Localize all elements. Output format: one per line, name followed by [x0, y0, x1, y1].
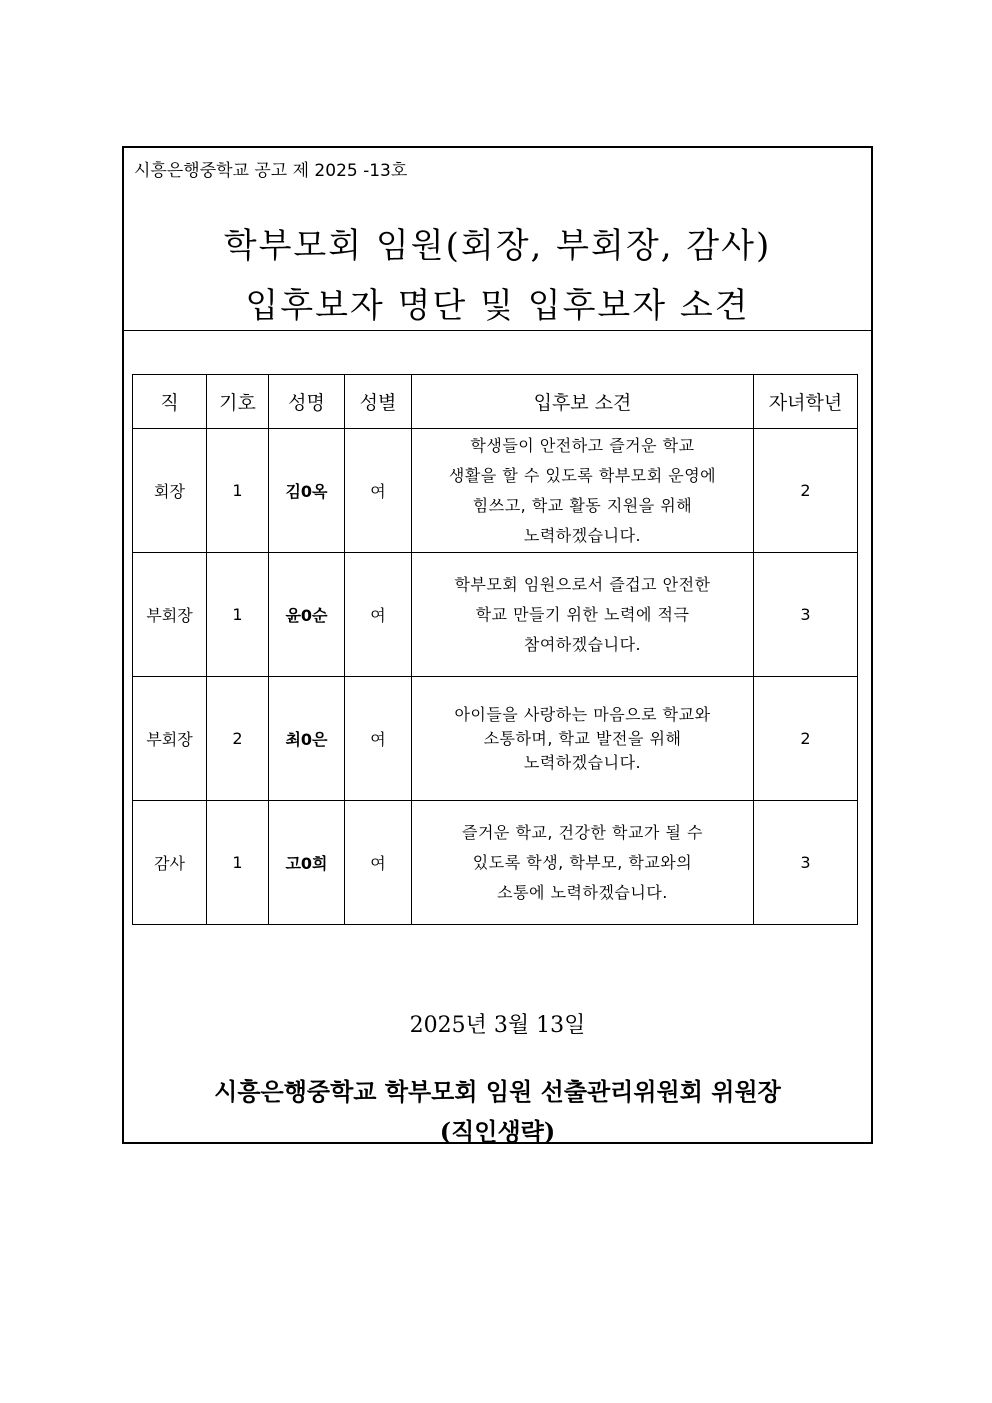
signer-title: 시흥은행중학교 학부모회 임원 선출관리위원회 위원장 — [214, 1077, 781, 1106]
notice-frame — [122, 146, 873, 1144]
statement-line: 학교 만들기 위한 노력에 적극 — [475, 604, 690, 624]
notice-date: 2025년 3월 13일 — [409, 1013, 586, 1038]
statement-line: 소통에 노력하겠습니다. — [497, 882, 668, 902]
title-line-1: 학부모회 임원(회장, 부회장, 감사) — [223, 226, 772, 266]
table-row — [133, 677, 858, 801]
statement-line: 학부모회 임원으로서 즐겁고 안전한 — [454, 574, 711, 594]
cell-gender: 여 — [345, 677, 412, 801]
cell-name: 윤0순 — [269, 553, 345, 677]
cell-statement — [412, 677, 754, 801]
cell-position: 부회장 — [133, 553, 207, 677]
header-child-grade: 자녀학년 — [754, 375, 858, 429]
cell-number: 1 — [207, 553, 269, 677]
cell-name: 최0은 — [269, 677, 345, 801]
cell-statement — [412, 553, 754, 677]
cell-child-grade: 2 — [754, 429, 858, 553]
cell-statement — [412, 801, 754, 925]
cell-position: 부회장 — [133, 677, 207, 801]
table-row — [133, 429, 858, 553]
statement-line: 소통하며, 학교 발전을 위해 — [483, 728, 682, 748]
header-position: 직 — [133, 375, 207, 429]
table-header-row — [133, 375, 858, 429]
cell-gender: 여 — [345, 429, 412, 553]
cell-child-grade: 3 — [754, 801, 858, 925]
statement-line: 즐거운 학교, 건강한 학교가 될 수 — [462, 822, 703, 842]
cell-number: 1 — [207, 801, 269, 925]
table-row — [133, 801, 858, 925]
statement-line: 학생들이 안전하고 즐거운 학교 — [470, 435, 695, 455]
cell-number: 1 — [207, 429, 269, 553]
statement-line: 생활을 할 수 있도록 학부모회 운영에 — [448, 465, 717, 485]
statement-line: 아이들을 사랑하는 마음으로 학교와 — [454, 704, 711, 724]
cell-position: 회장 — [133, 429, 207, 553]
cell-position: 감사 — [133, 801, 207, 925]
cell-child-grade: 2 — [754, 677, 858, 801]
candidate-table — [132, 374, 858, 925]
cell-statement — [412, 429, 754, 553]
header-number: 기호 — [207, 375, 269, 429]
cell-number: 2 — [207, 677, 269, 801]
header-gender: 성별 — [345, 375, 412, 429]
header-statement: 입후보 소견 — [412, 375, 754, 429]
cell-gender: 여 — [345, 801, 412, 925]
table-row — [133, 553, 858, 677]
title-divider — [124, 330, 871, 331]
statement-line: 노력하겠습니다. — [523, 525, 642, 545]
statement-line: 힘쓰고, 학교 활동 지원을 위해 — [472, 495, 693, 515]
header-name: 성명 — [269, 375, 345, 429]
cell-child-grade: 3 — [754, 553, 858, 677]
seal-omitted-note: (직인생략) — [439, 1117, 556, 1146]
notice-number: 시흥은행중학교 공고 제 2025 -13호 — [134, 161, 408, 181]
statement-line: 노력하겠습니다. — [523, 752, 642, 772]
statement-line: 참여하겠습니다. — [523, 634, 642, 654]
title-line-2: 입후보자 명단 및 입후보자 소견 — [245, 286, 750, 326]
statement-line: 있도록 학생, 학부모, 학교와의 — [472, 852, 693, 872]
cell-name: 고0희 — [269, 801, 345, 925]
cell-name: 김0옥 — [269, 429, 345, 553]
cell-gender: 여 — [345, 553, 412, 677]
